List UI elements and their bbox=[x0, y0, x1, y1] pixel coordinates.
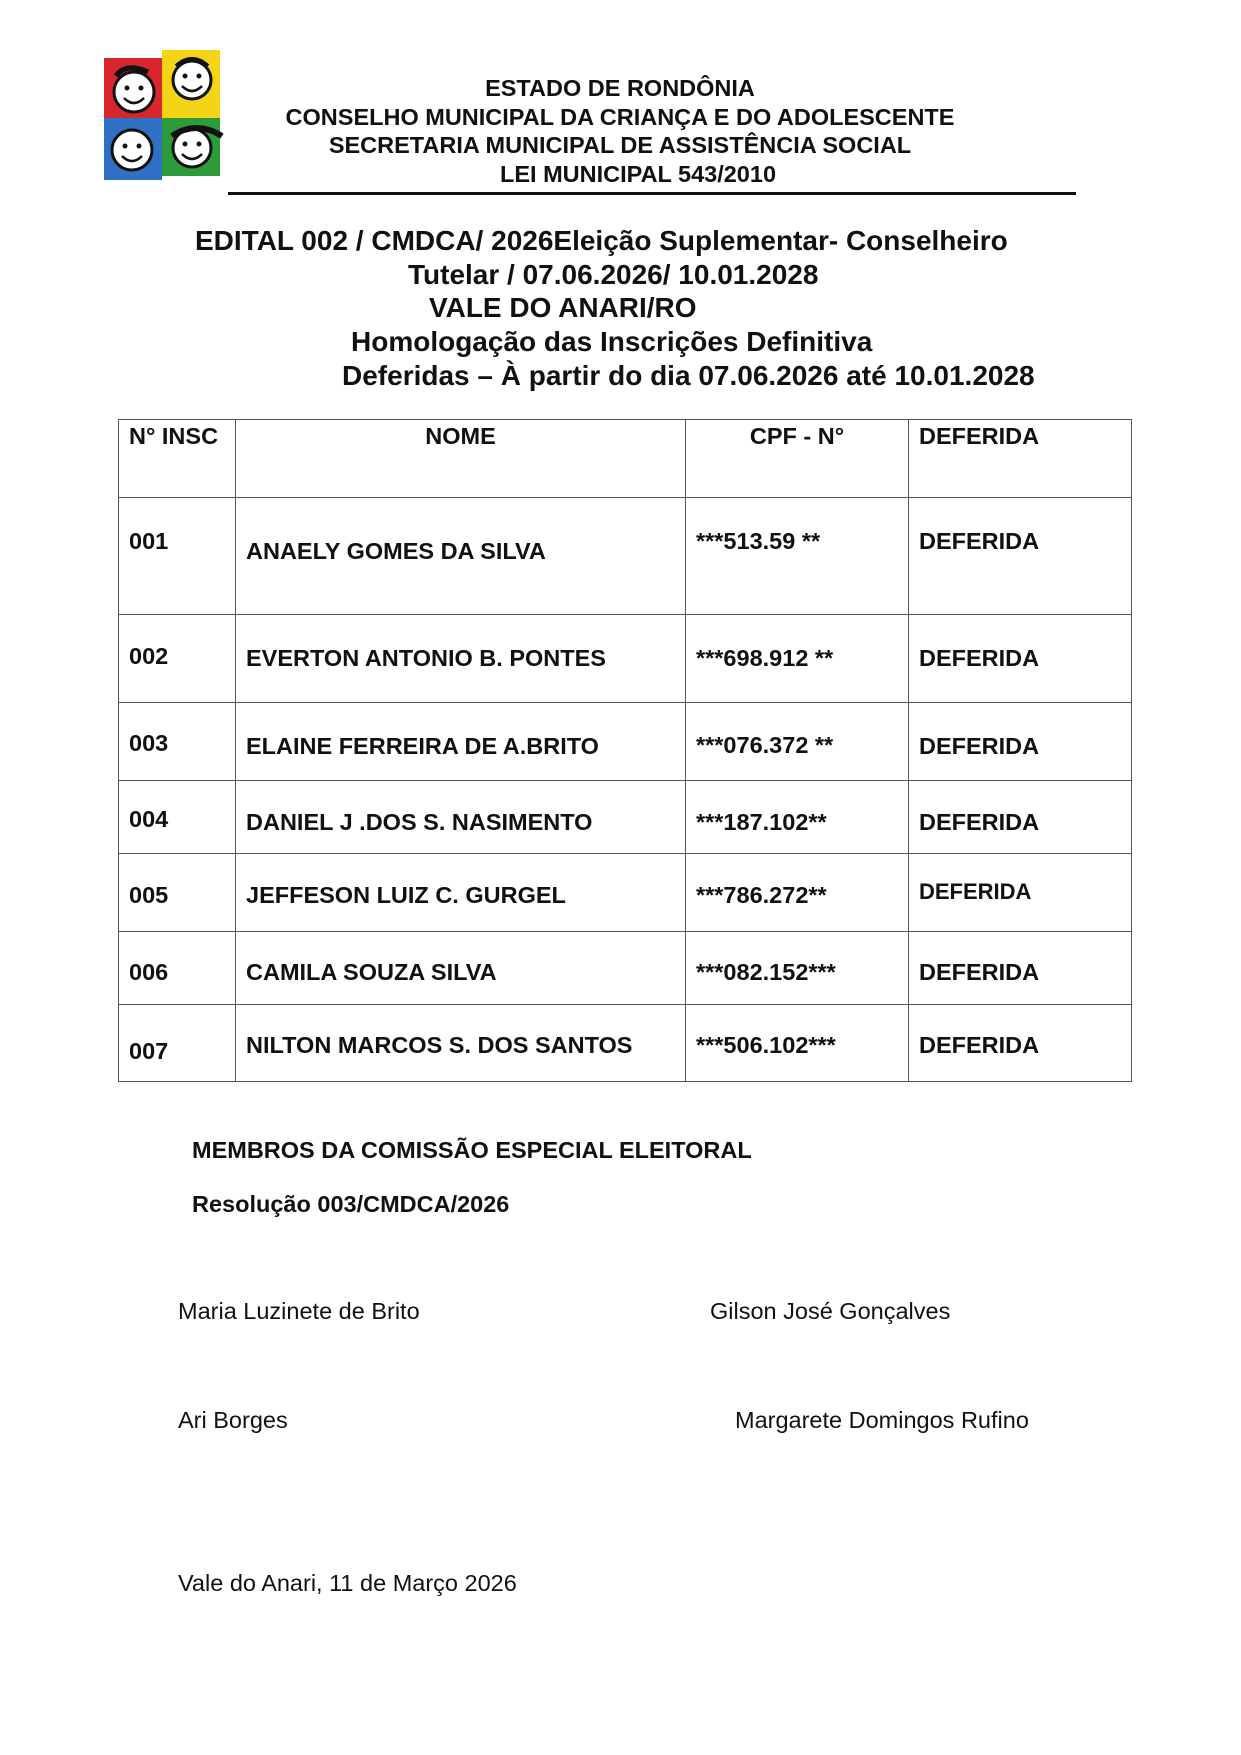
status-cell: DEFERIDA bbox=[909, 932, 1132, 1005]
cpf-cell: ***698.912 ** bbox=[686, 615, 909, 703]
table-row bbox=[119, 703, 1132, 781]
member-name: Ari Borges bbox=[178, 1407, 288, 1433]
status-cell: DEFERIDA bbox=[909, 703, 1132, 781]
header-state: ESTADO DE RONDÔNIA bbox=[485, 75, 755, 101]
col-header-cpf: CPF - N° bbox=[686, 420, 909, 498]
header-secretariat: SECRETARIA MUNICIPAL DE ASSISTÊNCIA SOCIAL bbox=[328, 132, 912, 158]
status-cell: DEFERIDA bbox=[909, 615, 1132, 703]
table-row bbox=[119, 498, 1132, 615]
member-name: Maria Luzinete de Brito bbox=[178, 1298, 420, 1324]
nome-cell: ANAELY GOMES DA SILVA bbox=[236, 498, 686, 615]
cpf-cell: ***786.272** bbox=[686, 854, 909, 932]
header-law: LEI MUNICIPAL 543/2010 bbox=[500, 161, 777, 187]
cpf-cell: ***187.102** bbox=[686, 781, 909, 854]
table-header-row bbox=[119, 420, 1132, 498]
status-cell: DEFERIDA bbox=[909, 781, 1132, 854]
edital-location: VALE DO ANARI/RO bbox=[429, 292, 697, 323]
cpf-cell: ***506.102*** bbox=[686, 1005, 909, 1082]
insc-cell: 004 bbox=[119, 781, 236, 854]
insc-cell: 007 bbox=[119, 1005, 236, 1082]
edital-period: Deferidas – À partir do dia 07.06.2026 até 10.01.2028 bbox=[342, 360, 1035, 391]
nome-cell: DANIEL J .DOS S. NASIMENTO bbox=[236, 781, 686, 854]
table-row bbox=[119, 854, 1132, 932]
nome-cell: JEFFESON LUIZ C. GURGEL bbox=[236, 854, 686, 932]
status-cell: DEFERIDA bbox=[909, 498, 1132, 615]
nome-cell: ELAINE FERREIRA DE A.BRITO bbox=[236, 703, 686, 781]
cpf-cell: ***076.372 ** bbox=[686, 703, 909, 781]
place-date: Vale do Anari, 11 de Março 2026 bbox=[178, 1570, 517, 1596]
insc-cell: 001 bbox=[119, 498, 236, 615]
header-council: CONSELHO MUNICIPAL DA CRIANÇA E DO ADOLESCENTE bbox=[285, 104, 955, 130]
insc-cell: 005 bbox=[119, 854, 236, 932]
logo-face-1 bbox=[114, 72, 154, 112]
logo-face-2 bbox=[173, 61, 211, 99]
edital-title-line1: EDITAL 002 / CMDCA/ 2026Eleição Suplementar- Conselheiro bbox=[195, 225, 1008, 256]
cpf-cell: ***513.59 ** bbox=[686, 498, 909, 615]
edital-title-line2: Tutelar / 07.06.2026/ 10.01.2028 bbox=[408, 259, 819, 290]
resolution-number: Resolução 003/CMDCA/2026 bbox=[192, 1191, 510, 1217]
member-name: Gilson José Gonçalves bbox=[710, 1298, 951, 1324]
nome-cell: NILTON MARCOS S. DOS SANTOS bbox=[236, 1005, 686, 1082]
cmdca-logo bbox=[96, 40, 230, 190]
logo-face-3 bbox=[112, 130, 152, 170]
table-row bbox=[119, 1005, 1132, 1082]
col-header-nome: NOME bbox=[236, 420, 686, 498]
nome-cell: EVERTON ANTONIO B. PONTES bbox=[236, 615, 686, 703]
member-name: Margarete Domingos Rufino bbox=[735, 1407, 1029, 1433]
col-header-status: DEFERIDA bbox=[909, 420, 1132, 498]
nome-cell: CAMILA SOUZA SILVA bbox=[236, 932, 686, 1005]
table-row bbox=[119, 615, 1132, 703]
edital-homologacao: Homologação das Inscrições Definitiva bbox=[351, 326, 873, 357]
cpf-cell: ***082.152*** bbox=[686, 932, 909, 1005]
insc-cell: 002 bbox=[119, 615, 236, 703]
status-cell: DEFERIDA bbox=[909, 854, 1132, 932]
insc-cell: 006 bbox=[119, 932, 236, 1005]
col-header-insc: N° INSC bbox=[119, 420, 236, 498]
table-row bbox=[119, 781, 1132, 854]
inscriptions-table bbox=[118, 419, 1132, 1082]
header-divider bbox=[228, 192, 1076, 195]
insc-cell: 003 bbox=[119, 703, 236, 781]
status-cell: DEFERIDA bbox=[909, 1005, 1132, 1082]
commission-title: MEMBROS DA COMISSÃO ESPECIAL ELEITORAL bbox=[192, 1137, 752, 1163]
table-row bbox=[119, 932, 1132, 1005]
